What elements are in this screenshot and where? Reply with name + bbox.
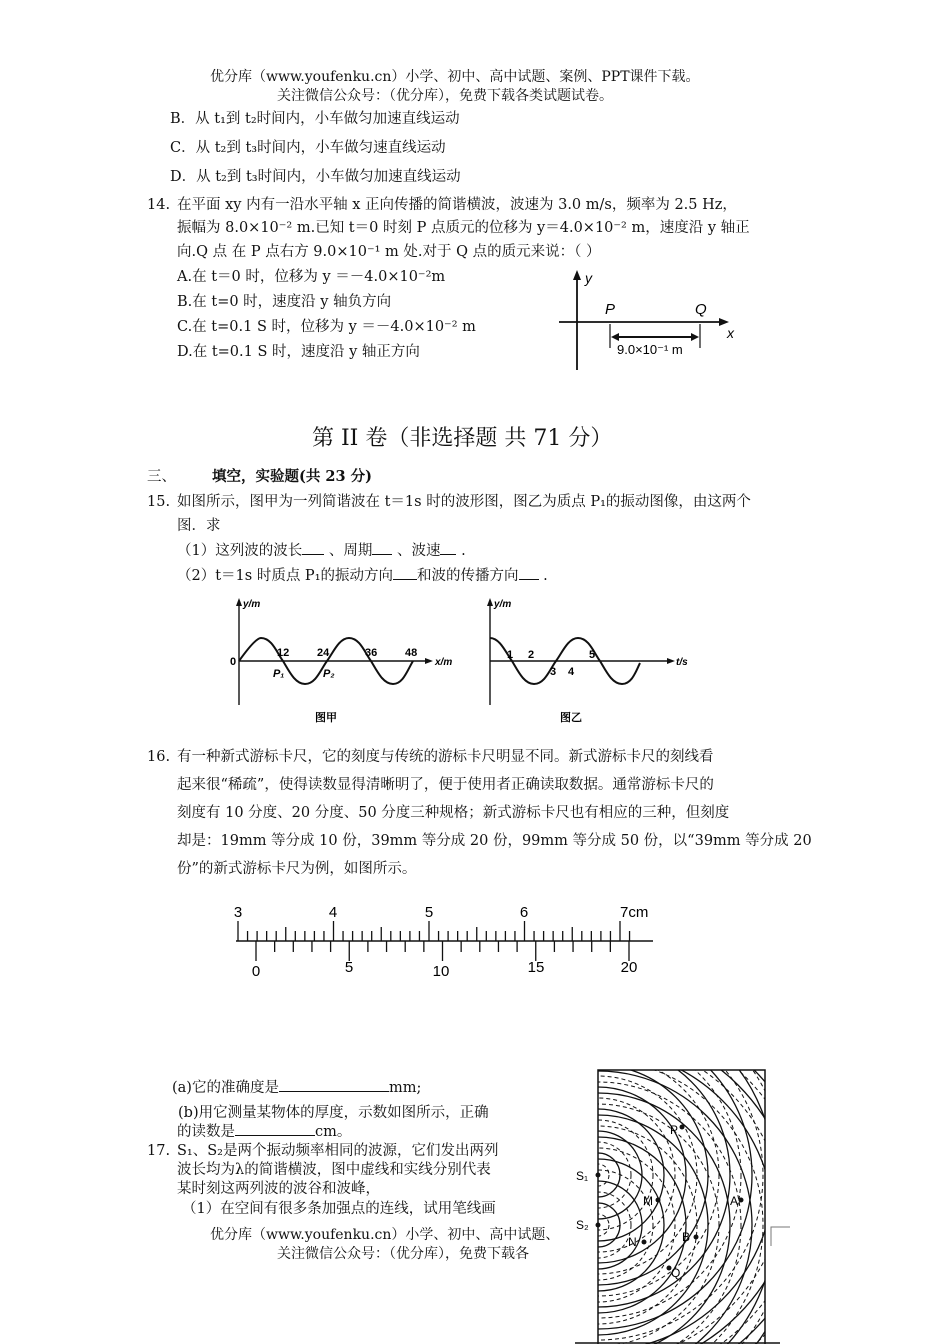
source-s1-label: S₁ bbox=[576, 1169, 589, 1183]
yi-x-arrow bbox=[667, 658, 675, 664]
sub2-text-c: . bbox=[543, 568, 548, 584]
sub1-text-a: （1）这列波的波长 bbox=[177, 543, 303, 559]
q17-line-4: （1）在空间有很多条加强点的连线，试用笔线画 bbox=[182, 1201, 496, 1217]
point-b-label: B bbox=[682, 1230, 691, 1244]
source-s2-dot bbox=[596, 1223, 601, 1228]
jia-tick-12: 12 bbox=[277, 647, 290, 659]
yi-tick-5: 5 bbox=[589, 649, 596, 661]
period-blank[interactable] bbox=[372, 554, 392, 555]
point-n-label: N bbox=[628, 1235, 637, 1249]
point-p-label: P bbox=[670, 1123, 679, 1137]
reading-blank[interactable] bbox=[235, 1135, 315, 1136]
q13-option-c: C．从 t₂到 t₃时间内，小车做匀速直线运动 bbox=[170, 140, 446, 156]
q15-line-2: 图．求 bbox=[177, 518, 221, 534]
vernier-label-10: 10 bbox=[432, 963, 450, 980]
trough-circle bbox=[570, 1082, 741, 1344]
point-m-label: M bbox=[643, 1194, 653, 1208]
jia-p2-label: P₂ bbox=[323, 668, 335, 680]
q14-option-a: A.在 t＝0 时，位移为 y ＝－4.0×10⁻²m bbox=[177, 269, 446, 285]
sub1-text-c: 、波速 bbox=[396, 543, 441, 559]
distance-arrow-right bbox=[691, 333, 699, 341]
jia-x-arrow bbox=[425, 658, 433, 664]
crest-circle bbox=[570, 1093, 730, 1344]
q15-figure-jia bbox=[225, 593, 460, 728]
part-three-number: 三、 bbox=[147, 469, 176, 485]
q16-sub-a bbox=[172, 1079, 421, 1097]
q16-line-4: 却是：19mm 等分成 10 份，39mm 等分成 20 份，99mm 等分成 50 份，以“39mm 等分成 20 bbox=[177, 833, 812, 849]
trough-circle bbox=[570, 1126, 697, 1324]
yi-tick-3: 3 bbox=[550, 666, 557, 678]
q13-option-b: B．从 t₁到 t₂时间内，小车做匀加速直线运动 bbox=[170, 111, 460, 127]
q16-sub-a-text: (a)它的准确度是 bbox=[172, 1080, 279, 1096]
q16-number: 16. bbox=[147, 749, 171, 765]
y-label: y bbox=[585, 270, 592, 286]
q16-line-3: 刻度有 10 分度、20 分度、50 分度三种规格；新式游标卡尺也有相应的三种，但刻度 bbox=[177, 805, 730, 821]
jia-x-label: x/m bbox=[435, 657, 453, 668]
q17-number: 17. bbox=[147, 1143, 171, 1159]
jia-y-label: y/m bbox=[243, 599, 261, 610]
q17-line-3: 某时刻这两列波的波谷和波峰， bbox=[177, 1181, 380, 1197]
sub1-text-d: . bbox=[461, 543, 466, 559]
q13-option-d: D．从 t₂到 t₃时间内，小车做匀加速直线运动 bbox=[170, 169, 461, 185]
distance-arrow-left bbox=[611, 333, 619, 341]
main-label-6: 6 bbox=[519, 904, 529, 921]
corner-mark bbox=[770, 1226, 790, 1246]
point-n-dot bbox=[642, 1240, 647, 1245]
q14-option-c: C.在 t=0.1 S 时，位移为 y ＝－4.0×10⁻² m bbox=[177, 319, 476, 335]
jia-origin: 0 bbox=[230, 656, 237, 668]
main-label-5: 5 bbox=[424, 904, 434, 921]
q14-line-2: 振幅为 8.0×10⁻² m.已知 t＝0 时刻 P 点质元的位移为 y＝4.0×10⁻² m，速度沿 y 轴正 bbox=[177, 220, 750, 236]
sub2-text-a: （2）t＝1s 时质点 P₁的振动方向 bbox=[177, 568, 394, 584]
yi-x-label: t/s bbox=[676, 657, 688, 668]
q15-sub-2 bbox=[177, 567, 548, 585]
q14-option-d: D.在 t=0.1 S 时，速度沿 y 轴正方向 bbox=[177, 344, 420, 360]
yi-tick-1: 1 bbox=[507, 649, 514, 661]
x-label: x bbox=[727, 325, 734, 341]
point-a-label: A bbox=[730, 1194, 739, 1208]
vernier-scale-ticks bbox=[256, 941, 629, 961]
q15-line-1: 如图所示，图甲为一列简谐波在 t＝1s 时的波形图，图乙为质点 P₁的振动图像，由这两个 bbox=[177, 494, 751, 510]
vibration-direction-blank[interactable] bbox=[393, 579, 417, 580]
q14-line-3: 向.Q 点 在 P 点右方 9.0×10⁻¹ m 处.对于 Q 点的质元来说：（ ） bbox=[177, 244, 601, 260]
sub1-text-b: 、周期 bbox=[328, 543, 373, 559]
q17-line-1: S₁、S₂是两个振动频率相同的波源，它们发出两列 bbox=[177, 1143, 499, 1159]
point-q-label: Q bbox=[695, 301, 707, 318]
yi-caption: 图乙 bbox=[560, 712, 582, 724]
vernier-caliper-figure bbox=[228, 896, 663, 986]
header-line-2: 关注微信公众号：（优分库），免费下载各类试题试卷。 bbox=[277, 88, 613, 104]
source-s2-label: S₂ bbox=[576, 1218, 589, 1232]
point-q-label: Q bbox=[671, 1266, 681, 1280]
main-label-3: 3 bbox=[233, 904, 243, 921]
q14-line-1: 在平面 xy 内有一沿水平轴 x 正向传播的简谐横波，波速为 3.0 m/s，频率为 2.5 Hz， bbox=[177, 197, 737, 213]
q15-figure-yi bbox=[480, 593, 705, 728]
interference-figure bbox=[570, 1067, 780, 1344]
q14-option-b: B.在 t=0 时，速度沿 y 轴负方向 bbox=[177, 294, 392, 310]
q16-line-1: 有一种新式游标卡尺，它的刻度与传统的游标卡尺明显不同。新式游标卡尺的刻线看 bbox=[177, 749, 714, 765]
point-p-dot bbox=[680, 1125, 685, 1130]
vernier-label-15: 15 bbox=[527, 959, 545, 976]
jia-tick-24: 24 bbox=[317, 647, 330, 659]
yi-y-label: y/m bbox=[494, 599, 512, 610]
yi-tick-4: 4 bbox=[568, 666, 575, 678]
distance-label: 9.0×10⁻¹ m bbox=[617, 342, 683, 357]
q16-sub-b-line-1: (b)用它测量某物体的厚度，示数如图所示，正确 bbox=[178, 1105, 489, 1121]
jia-y-arrow bbox=[236, 598, 242, 606]
propagation-direction-blank[interactable] bbox=[519, 579, 539, 580]
main-label-4: 4 bbox=[328, 904, 338, 921]
jia-p1-label: P₁ bbox=[273, 668, 285, 680]
point-m-dot bbox=[656, 1198, 661, 1203]
q16-sub-b-unit: cm。 bbox=[315, 1124, 352, 1140]
q16-sub-a-unit: mm; bbox=[388, 1080, 422, 1096]
footer-line-1: 优分库（www.youfenku.cn）小学、初中、高中试题、 bbox=[210, 1227, 560, 1243]
q17-line-2: 波长均为λ的简谐横波，图中虚线和实线分别代表 bbox=[177, 1162, 491, 1178]
vernier-label-20: 20 bbox=[620, 959, 638, 976]
accuracy-blank[interactable] bbox=[279, 1091, 389, 1092]
point-a-dot bbox=[739, 1198, 744, 1203]
q14-number: 14. bbox=[147, 197, 171, 213]
q16-sub-b-text: 的读数是 bbox=[177, 1124, 235, 1140]
speed-blank[interactable] bbox=[440, 554, 456, 555]
source-s1-dot bbox=[596, 1173, 601, 1178]
sub2-text-b: 和波的传播方向 bbox=[417, 568, 519, 584]
jia-tick-48: 48 bbox=[405, 647, 418, 659]
jia-tick-36: 36 bbox=[365, 647, 378, 659]
yi-tick-2: 2 bbox=[528, 649, 535, 661]
yi-y-arrow bbox=[487, 598, 493, 606]
main-scale-ticks bbox=[238, 921, 630, 941]
jia-caption: 图甲 bbox=[315, 712, 337, 724]
q15-sub-1 bbox=[177, 542, 466, 560]
section-title: 第 II 卷（非选择题 共 71 分） bbox=[312, 426, 613, 451]
wavelength-blank[interactable] bbox=[302, 554, 324, 555]
wave-circles bbox=[570, 1067, 780, 1344]
vernier-label-5: 5 bbox=[344, 959, 354, 976]
q15-number: 15. bbox=[147, 494, 171, 510]
q16-line-5: 份”的新式游标卡尺为例，如图所示。 bbox=[177, 861, 417, 877]
main-label-7cm: 7cm bbox=[620, 904, 649, 921]
q14-wave-diagram bbox=[555, 268, 755, 374]
interference-frame bbox=[598, 1070, 765, 1344]
footer-line-2: 关注微信公众号：（优分库），免费下载各 bbox=[277, 1246, 529, 1262]
point-p-label: P bbox=[605, 301, 616, 318]
vernier-label-0: 0 bbox=[251, 963, 261, 980]
q16-line-2: 起来很“稀疏”，使得读数显得清晰明了，便于使用者正确读取数据。通常游标卡尺的 bbox=[177, 777, 714, 793]
part-three-title: 填空，实验题(共 23 分) bbox=[212, 468, 372, 485]
header-line-1: 优分库（www.youfenku.cn）小学、初中、高中试题、案例、PPT课件下载。 bbox=[210, 69, 700, 85]
crest-circle bbox=[570, 1115, 708, 1335]
q16-sub-b-line-2 bbox=[177, 1123, 351, 1141]
y-axis-arrow bbox=[573, 270, 581, 280]
point-b-dot bbox=[694, 1235, 699, 1240]
